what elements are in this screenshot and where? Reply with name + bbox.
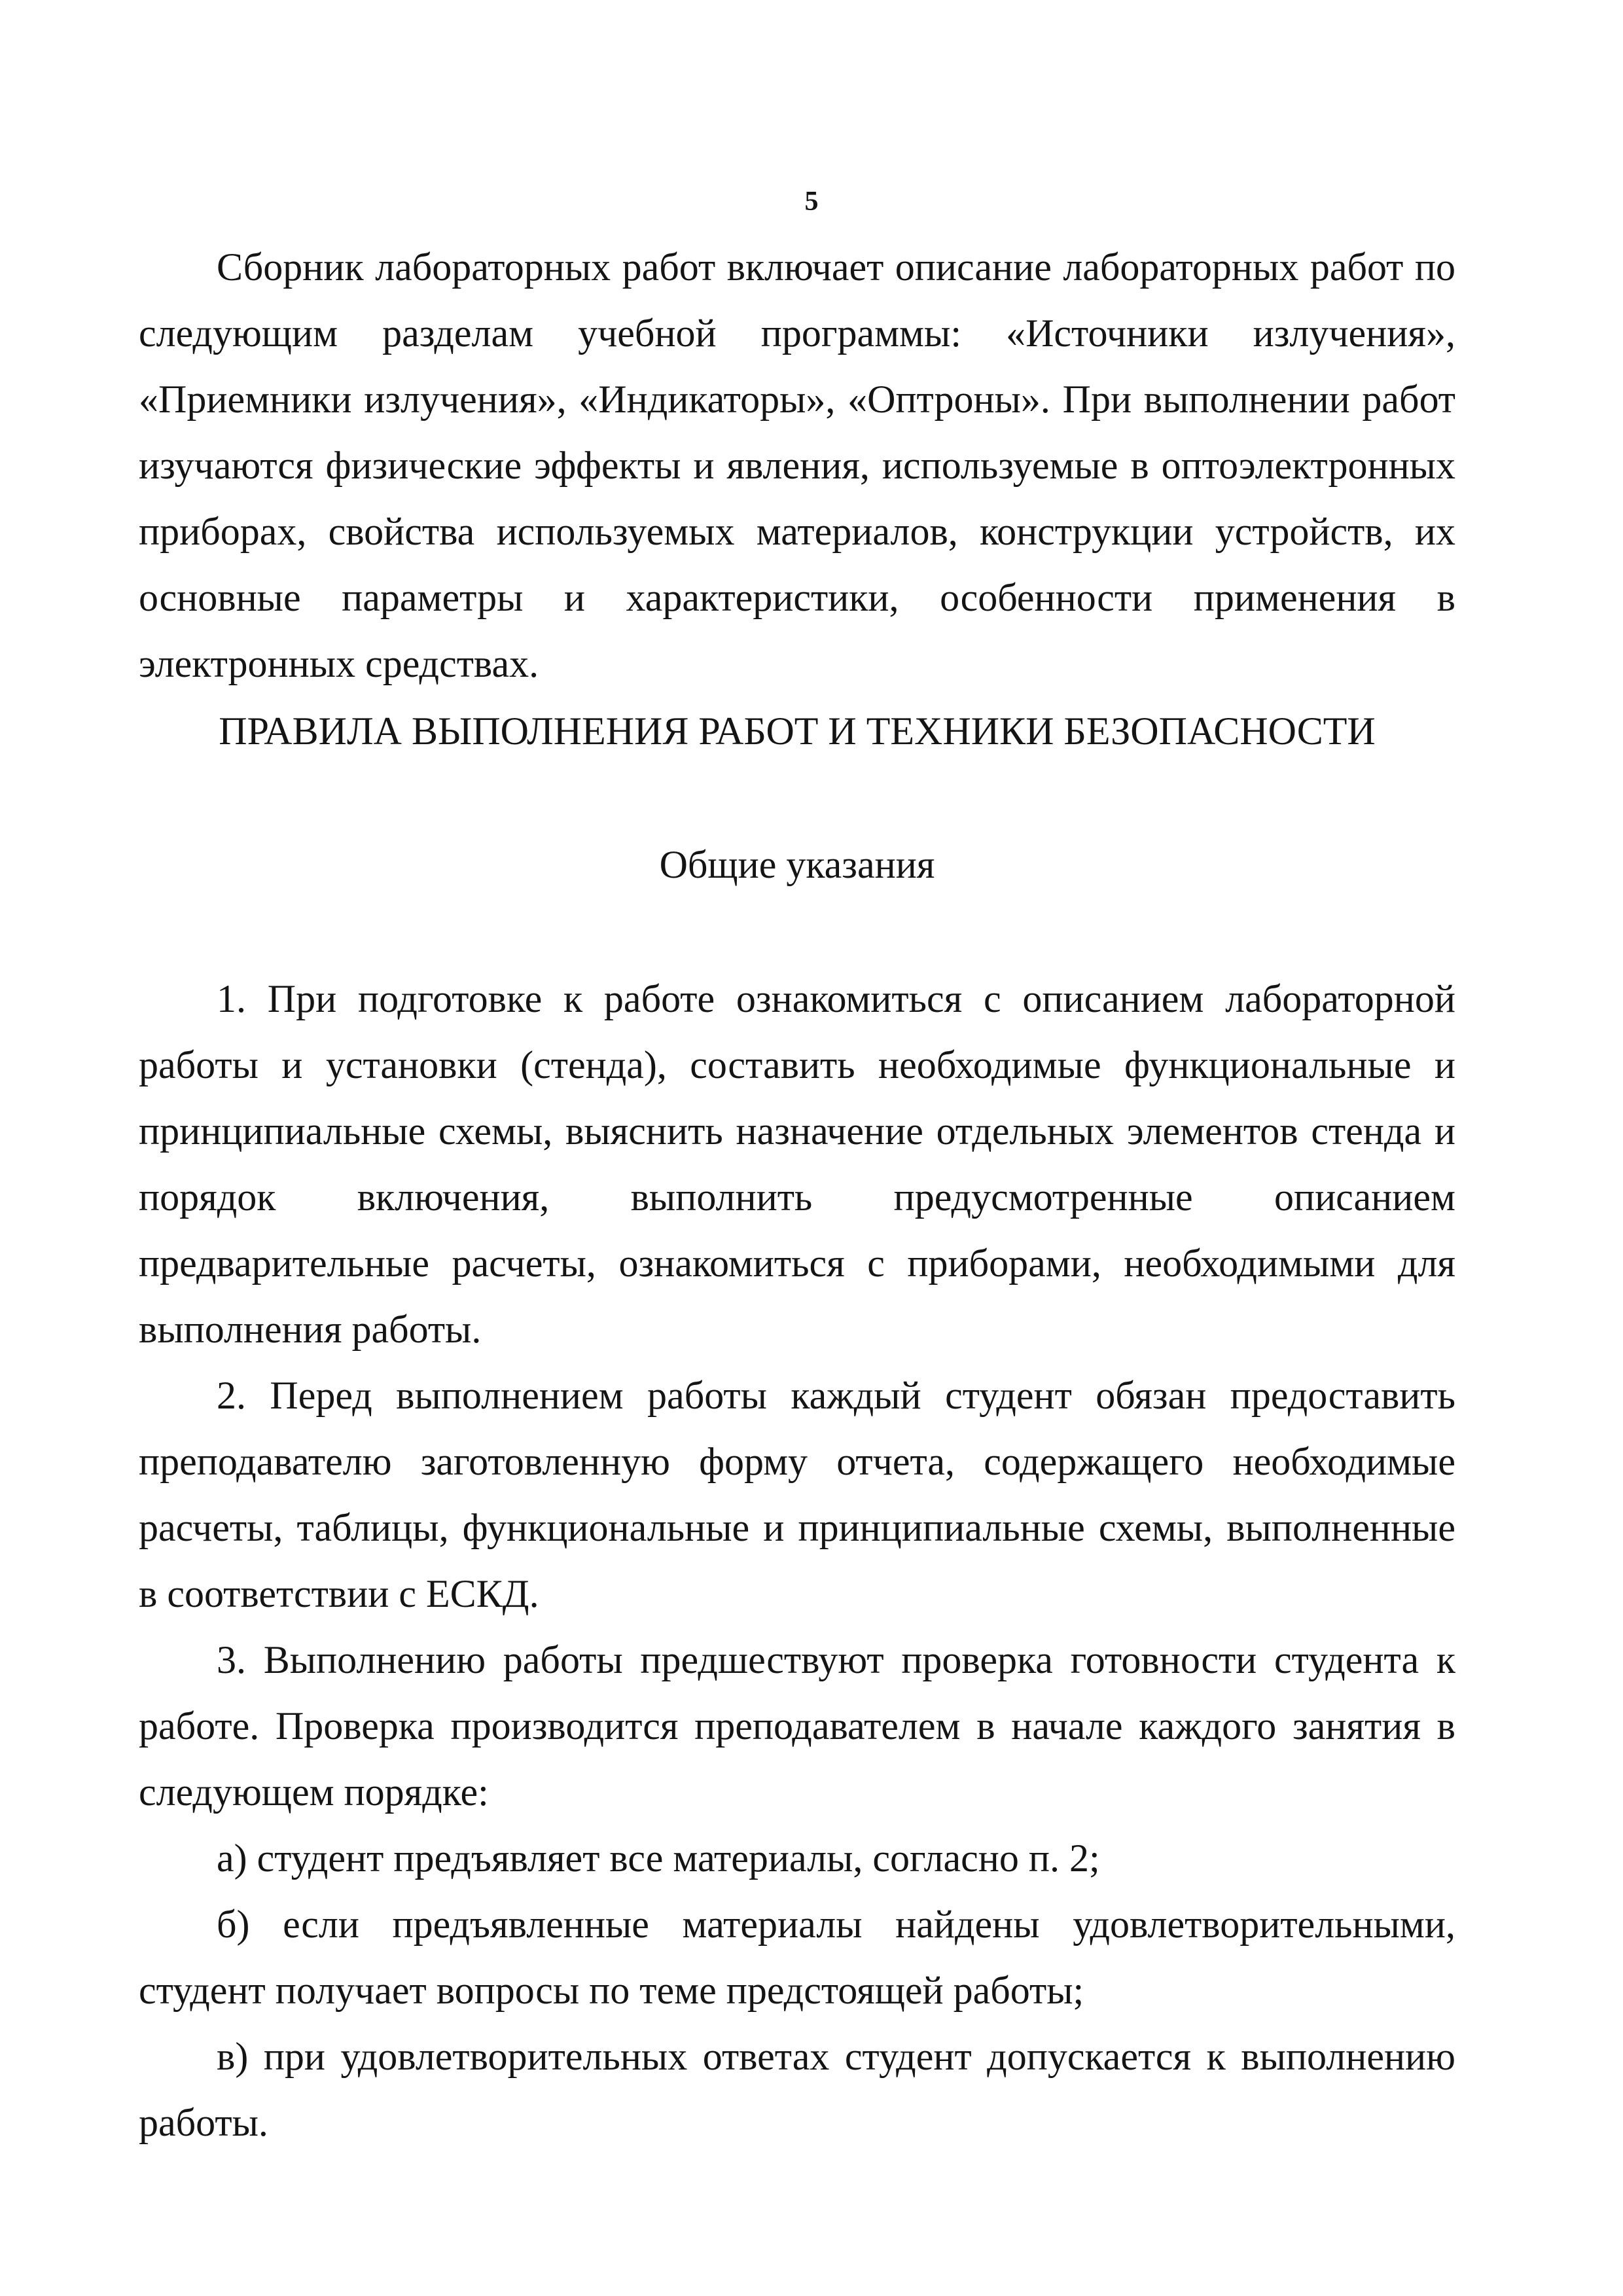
rule-subitem-c: в) при удовлетворительных ответах студент допускается к выполнению работы. (139, 2035, 1455, 2144)
intro-paragraph: Сборник лабораторных работ включает описание лабораторных работ по следующим разделам учебной программы: «Источники излучения», «Приемники излучения», «Индикаторы», «Оптроны». При выполнении работ изучаются физические эффекты и явления, используемые в оптоэлектронных приборах, свойства используемых материалов, конструкции устройств, их основные параметры и характеристики, особенности применения в электронных средствах. (139, 245, 1455, 685)
section-heading: ПРАВИЛА ВЫПОЛНЕНИЯ РАБОТ И ТЕХНИКИ БЕЗОПАСНОСТИ (219, 709, 1376, 753)
rule-subitem-b: б) если предъявленные материалы найдены удовлетворительными, студент получает вопросы по теме предстоящей работы; (139, 1903, 1455, 2012)
rule-paragraph-1: 1. При подготовке к работе ознакомиться с описанием лабораторной работы и установки (стенда), составить необходимые функциональные и принципиальные схемы, выяснить назначение отдельных элементов стенда и порядок включения, выполнить предусмотренные описанием предварительные расчеты, ознакомиться с приборами, необходимыми для выполнения работы. (139, 977, 1455, 1351)
rule-paragraph-3: 3. Выполнению работы предшествуют проверка готовности студента к работе. Проверка производится преподавателем в начале каждого занятия в следующем порядке: (139, 1638, 1455, 1814)
page-number: 5 (804, 187, 819, 217)
intro-section (139, 234, 1455, 697)
rules-list (139, 966, 1455, 2156)
subsection-heading: Общие указания (659, 843, 935, 886)
rule-paragraph-2: 2. Перед выполнением работы каждый студент обязан предоставить преподавателю заготовленную форму отчета, содержащего необходимые расчеты, таблицы, функциональные и принципиальные схемы, выполненные в соответствии с ЕСКД. (139, 1374, 1455, 1615)
rule-subitem-a: а) студент предъявляет все материалы, согласно п. 2; (217, 1837, 1100, 1880)
